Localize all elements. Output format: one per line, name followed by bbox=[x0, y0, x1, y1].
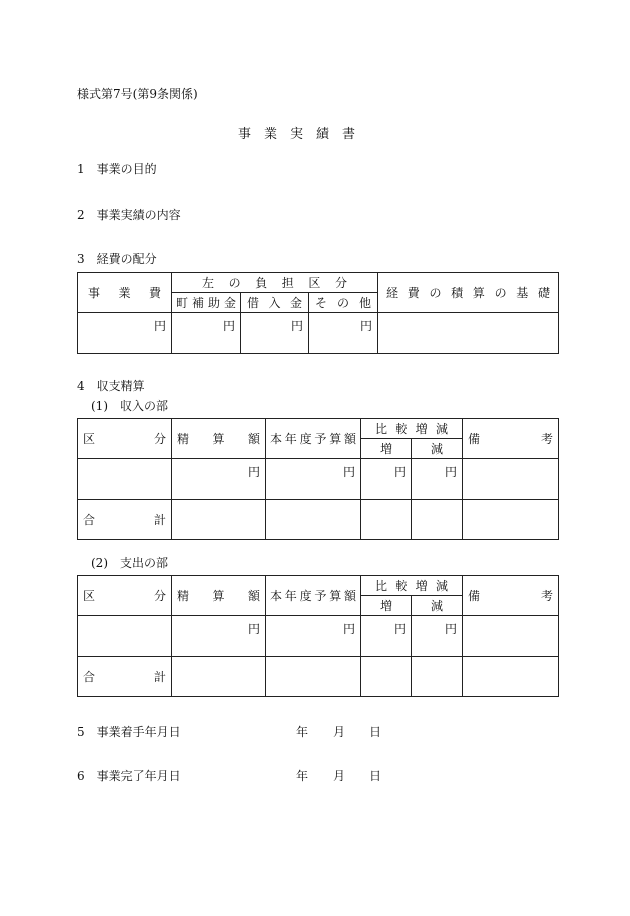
section-6-heading: 6 事業完了年月日 bbox=[77, 769, 181, 783]
expenditure-cell-remarks bbox=[463, 616, 559, 657]
income-total-increase bbox=[361, 500, 412, 540]
expenditure-cell-budget: 円 bbox=[266, 616, 361, 657]
income-cell-increase: 円 bbox=[361, 459, 412, 500]
expenditure-header-budget: 本年度予算額 bbox=[266, 576, 361, 616]
expenditure-total-increase bbox=[361, 657, 412, 697]
income-cell-category bbox=[78, 459, 172, 500]
income-header-increase: 増 bbox=[361, 439, 412, 459]
income-cell-decrease: 円 bbox=[412, 459, 463, 500]
start-date-year: 年 bbox=[296, 725, 309, 739]
section-4-1-heading: (1) 収入の部 bbox=[91, 399, 168, 413]
header-loan: 借入金 bbox=[241, 293, 309, 313]
header-business-cost: 事業費 bbox=[78, 273, 172, 313]
expenditure-header-category: 区分 bbox=[78, 576, 172, 616]
income-cell-settlement: 円 bbox=[172, 459, 266, 500]
income-header-settlement: 精算額 bbox=[172, 419, 266, 459]
expenditure-cell-increase: 円 bbox=[361, 616, 412, 657]
form-number: 様式第7号(第9条関係) bbox=[77, 87, 198, 101]
section-4-2-heading: (2) 支出の部 bbox=[91, 556, 168, 570]
expense-allocation-table bbox=[77, 272, 559, 354]
cell-cost-basis bbox=[378, 313, 559, 354]
expenditure-total-settlement bbox=[172, 657, 266, 697]
income-header-category: 区分 bbox=[78, 419, 172, 459]
completion-date-year: 年 bbox=[296, 769, 309, 783]
income-cell-budget: 円 bbox=[266, 459, 361, 500]
expenditure-header-compare: 比較増減 bbox=[361, 576, 463, 596]
income-cell-remarks bbox=[463, 459, 559, 500]
expenditure-header-remarks: 備考 bbox=[463, 576, 559, 616]
cell-town-subsidy: 円 bbox=[172, 313, 241, 354]
cell-loan: 円 bbox=[241, 313, 309, 354]
document-title: 事 業 実 績 書 bbox=[238, 127, 356, 142]
income-total-decrease bbox=[412, 500, 463, 540]
income-total-settlement bbox=[172, 500, 266, 540]
income-total-remarks bbox=[463, 500, 559, 540]
section-5-heading: 5 事業着手年月日 bbox=[77, 725, 181, 739]
completion-date-day: 日 bbox=[369, 769, 382, 783]
section-4-heading: 4 収支精算 bbox=[77, 379, 145, 393]
income-total-budget bbox=[266, 500, 361, 540]
completion-date-month: 月 bbox=[333, 769, 346, 783]
start-date-month: 月 bbox=[333, 725, 346, 739]
header-other: その他 bbox=[309, 293, 378, 313]
income-header-decrease: 減 bbox=[412, 439, 463, 459]
header-town-subsidy: 町補助金 bbox=[172, 293, 241, 313]
header-cost-basis: 経費の積算の基礎 bbox=[378, 273, 559, 313]
cell-other: 円 bbox=[309, 313, 378, 354]
income-total-label: 合計 bbox=[78, 500, 172, 540]
expenditure-cell-category bbox=[78, 616, 172, 657]
expenditure-header-decrease: 減 bbox=[412, 596, 463, 616]
section-3-heading: 3 経費の配分 bbox=[77, 252, 157, 266]
start-date-day: 日 bbox=[369, 725, 382, 739]
expenditure-header-settlement: 精算額 bbox=[172, 576, 266, 616]
income-header-budget: 本年度予算額 bbox=[266, 419, 361, 459]
expenditure-total-label: 合計 bbox=[78, 657, 172, 697]
section-2-heading: 2 事業実績の内容 bbox=[77, 208, 181, 222]
cell-business-cost: 円 bbox=[78, 313, 172, 354]
expenditure-header-increase: 増 bbox=[361, 596, 412, 616]
expenditure-total-remarks bbox=[463, 657, 559, 697]
section-1-heading: 1 事業の目的 bbox=[77, 162, 157, 176]
expenditure-total-budget bbox=[266, 657, 361, 697]
header-burden-breakdown: 左の負担区分 bbox=[172, 273, 378, 293]
expenditure-table bbox=[77, 575, 559, 697]
expenditure-cell-decrease: 円 bbox=[412, 616, 463, 657]
income-header-compare: 比較増減 bbox=[361, 419, 463, 439]
income-header-remarks: 備考 bbox=[463, 419, 559, 459]
expenditure-total-decrease bbox=[412, 657, 463, 697]
income-table bbox=[77, 418, 559, 540]
expenditure-cell-settlement: 円 bbox=[172, 616, 266, 657]
